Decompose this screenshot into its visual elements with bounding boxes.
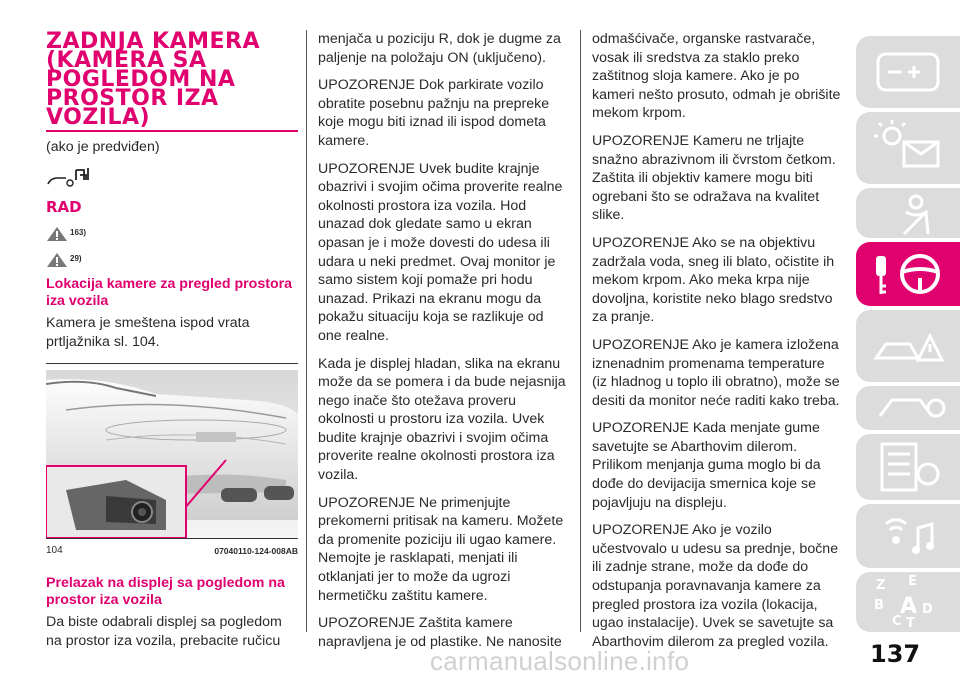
- driving-tab[interactable]: [856, 242, 960, 306]
- safety-tab[interactable]: [856, 188, 960, 238]
- multimedia-icon: [856, 504, 960, 568]
- rear-camera-figure: [46, 370, 298, 538]
- paragraph: UPOZORENJE Ako je vozilo učestvovalo u udesu sa prednje, bočne ili zadnje strane, može da dođe do odstupanja poravnavanja kamere za pregled prostora iza vozila (lokacija, ugao instalacije). Uvek se savetujte sa Abarthovim dilerom za pregled vozila.: [592, 522, 839, 650]
- paragraph: UPOZORENJE Kameru ne trljajte snažno abrazivnom ili čvrstom četkom. Zaštita ili objektiv kamere mogu biti ogrebani što se odražava na kvalitet slike.: [592, 132, 836, 224]
- paragraph: UPOZORENJE Dok parkirate vozilo obratite posebnu pažnju na prepreke koje mogu biti iznad ili ispod dometa kamere.: [318, 77, 550, 149]
- paragraph: UPOZORENJE Ne primenjujte prekomerni pritisak na kameru. Možete da promenite poziciju ili ugao kamere. Nemojte je rasklapati, menjati ili otklanjati jer to može da ugrozi hermetičku zaštitu kamere.: [318, 494, 564, 604]
- warning-ref-1[interactable]: 163): [46, 220, 298, 242]
- paragraph: UPOZORENJE Uvek budite krajnje obazrivi i svojim očima proverite realne okolnosti prostora iza vozila. Hod unazad dok gledate samo u ekran opasan je i može dovesti do udesa ili udara u neki predmet. Ovaj monitor je samo sistem koji pomaže pri hodu unazad. Prikazi na ekranu mogu da pokažu situaciju koja se razlikuje od one realne.: [318, 160, 563, 344]
- warning-ref-2[interactable]: 29): [46, 246, 298, 268]
- paragraph: odmašćivače, organske rastvarače, vosak ili sredstva za staklo preko zaštitnog sloja kamere. Ako je po kameri nešto prosuto, odmah je obrišite mekom krpom.: [592, 31, 841, 122]
- title-underline: [46, 130, 298, 132]
- warning-triangle-icon: [46, 252, 68, 268]
- section-text-camera-location: Kamera je smeštena ispod vrata prtljažnika sl. 104.: [46, 315, 250, 350]
- dashboard-tab[interactable]: [856, 36, 960, 108]
- column-divider-1: [306, 30, 307, 632]
- figure-top-rule: [46, 363, 298, 364]
- column-3: [592, 30, 842, 660]
- seatbelt-icon: [856, 188, 960, 238]
- column-divider-2: [580, 30, 581, 632]
- paragraph: UPOZORENJE Zaštita kamere napravljena je od plastike. Ne nanosite: [318, 615, 562, 650]
- column-2: [318, 30, 568, 660]
- paragraph: UPOZORENJE Ako se na objektivu zadržala voda, sneg ili blato, očistite ih mekom krpom. Ako meka krpa nije dovoljna, koristite neko blago sredstvo za pranje.: [592, 234, 835, 326]
- emergency-tab[interactable]: [856, 310, 960, 382]
- page-title: ZADNJA KAMERA (KAMERA SA POGLEDOM NA PROSTOR IZA VOZILA): [46, 29, 260, 130]
- section-heading-camera-location: Lokacija kamere za pregled prostora iza vozila: [46, 276, 293, 310]
- key-and-steering-wheel-icon: [856, 242, 960, 306]
- car-crash-icon: [856, 310, 960, 382]
- maintenance-icon: [856, 386, 960, 430]
- technical-data-icon: [856, 434, 960, 500]
- car-rear-illustration: [46, 370, 298, 538]
- column-1: [46, 30, 298, 659]
- index-letters: Z E B A D C T: [874, 574, 933, 631]
- figure-bottom-rule: [46, 538, 298, 539]
- paragraph: UPOZORENJE Kada menjate gume savetujte se Abarthovim dilerom. Prilikom menjanja guma moglo bi da dođe do devijacija smernica koje se pojavljuju na displeju.: [592, 420, 821, 511]
- page-number: 137: [870, 640, 921, 668]
- maintenance-tab[interactable]: [856, 386, 960, 430]
- figure-code: 07040110-124-008AB: [214, 546, 298, 557]
- technical-data-tab[interactable]: [856, 434, 960, 500]
- section-text-display-switch: Da biste odabrali displej sa pogledom na prostor iza vozila, prebacite ručicu: [46, 613, 282, 649]
- paragraph: Kada je displej hladan, slika na ekranu može da se pomera i da bude nejasnija nego inače što otežava proveru okolnosti u prostoru iza vozila. Uvek budite krajnje obazrivi i svojim očima proverite realne okolnosti prostora iza vozila.: [318, 355, 566, 484]
- lights-tab[interactable]: [856, 112, 960, 184]
- dashboard-icon: [856, 36, 960, 108]
- rad-heading: RAD: [46, 197, 82, 216]
- multimedia-tab[interactable]: [856, 504, 960, 568]
- figure-number: 104: [46, 545, 63, 557]
- paragraph: menjača u poziciju R, dok je dugme za paljenje na položaju ON (uključeno).: [318, 31, 561, 66]
- warning-triangle-icon: [46, 226, 68, 242]
- section-heading-display-switch: Prelazak na displej sa pogledom na prostor iza vozila: [46, 574, 285, 608]
- subtitle: (ako je predviđen): [46, 139, 160, 155]
- lights-warning-icon: [856, 112, 960, 184]
- watermark: carmanualsonline.info: [430, 646, 690, 676]
- paragraph: UPOZORENJE Ako je kamera izložena iznenadnim promenama temperature (iz hladnog u toplo ili obratno), može se desiti da monitor neće raditi kako treba.: [592, 336, 840, 409]
- camera-symbol-icon: [46, 166, 298, 192]
- figure-caption: [46, 542, 298, 561]
